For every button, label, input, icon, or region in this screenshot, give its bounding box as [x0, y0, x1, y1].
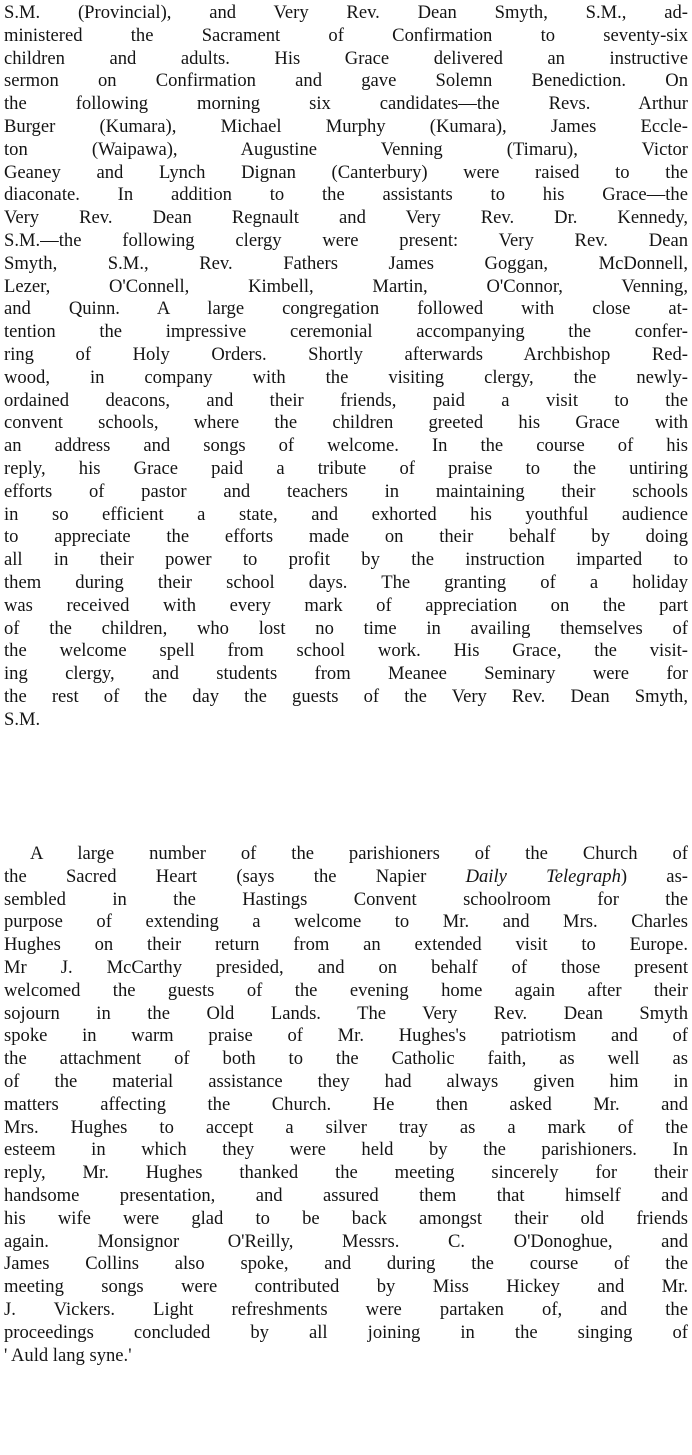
text-line: Burger (Kumara), Michael Murphy (Kumara), James Eccle- — [4, 115, 688, 137]
text-line: children and adults. His Grace delivered an instructive — [4, 47, 688, 69]
text-line: an address and songs of welcome. In the course of his — [4, 435, 688, 457]
text-line: welcomed the guests of the evening home again after their — [4, 979, 688, 1001]
text-line: ring of Holy Orders. Shortly afterwards Archbishop Red- — [4, 343, 688, 365]
text-line: in so efficient a state, and exhorted his youthful audience — [4, 503, 688, 525]
text-line: James Collins also spoke, and during the course of the — [4, 1253, 688, 1275]
text-line: diaconate. In addition to the assistants to his Grace—the — [4, 184, 688, 206]
text-line: Smyth, S.M., Rev. Fathers James Goggan, McDonnell, — [4, 252, 688, 274]
text-line: purpose of extending a welcome to Mr. and Mrs. Charles — [4, 911, 688, 933]
text-line: A large number of the parishioners of the Church of — [30, 843, 688, 864]
text-line: efforts of pastor and teachers in maintaining their schools — [4, 480, 688, 502]
text-line: esteem in which they were held by the parishioners. In — [4, 1139, 688, 1161]
text-line: Mr J. McCarthy presided, and on behalf of those present — [4, 956, 688, 978]
text-line: reply, his Grace paid a tribute of praise to the untiring — [4, 457, 688, 479]
text-line: wood, in company with the visiting clergy, the newly- — [4, 366, 688, 388]
text-line: ing clergy, and students from Meanee Seminary were for — [4, 663, 688, 685]
text-line: ton (Waipawa), Augustine Venning (Timaru), Victor — [4, 138, 688, 160]
text-line: sermon on Confirmation and gave Solemn Benediction. On — [4, 70, 688, 92]
text-line: ministered the Sacrament of Confirmation to seventy-six — [4, 24, 688, 46]
text-line: Lezer, O'Connell, Kimbell, Martin, O'Connor, Venning, — [4, 275, 688, 297]
text-line: sembled in the Hastings Convent schoolroom for the — [4, 888, 688, 910]
text-line: Very Rev. Dean Regnault and Very Rev. Dr. Kennedy, — [4, 207, 688, 229]
text-line: S.M. (Provincial), and Very Rev. Dean Smyth, S.M., ad- — [4, 2, 688, 23]
text-line: tention the impressive ceremonial accompanying the confer- — [4, 321, 688, 343]
text-line: handsome presentation, and assured them that himself and — [4, 1184, 688, 1206]
text-line: to appreciate the efforts made on their behalf by doing — [4, 526, 688, 548]
text-line: reply, Mr. Hughes thanked the meeting sincerely for their — [4, 1162, 688, 1184]
text-line: again. Monsignor O'Reilly, Messrs. C. O'Donoghue, and — [4, 1230, 688, 1252]
text-line: sojourn in the Old Lands. The Very Rev. Dean Smyth — [4, 1002, 688, 1024]
text-line: Hughes on their return from an extended visit to Europe. — [4, 934, 688, 956]
text-line: and Quinn. A large congregation followed with close at- — [4, 298, 688, 320]
text-line: the following morning six candidates—the Revs. Arthur — [4, 93, 688, 115]
text-line: convent schools, where the children greeted his Grace with — [4, 412, 688, 434]
text-line: them during their school days. The granting of a holiday — [4, 571, 688, 593]
paragraph-confirmation — [4, 2, 688, 732]
text-line: his wife were glad to be back amongst their old friends — [4, 1207, 688, 1229]
text-line: J. Vickers. Light refreshments were partaken of, and the — [4, 1298, 688, 1320]
text-line: ' Auld lang syne.' — [4, 1344, 132, 1366]
text-line: S.M. — [4, 708, 41, 730]
text-line: the welcome spell from school work. His Grace, the visit- — [4, 640, 688, 662]
text-line: ordained deacons, and their friends, paid a visit to the — [4, 389, 688, 411]
text-line: the Sacred Heart (says the Napier Daily Telegraph) as- — [4, 865, 688, 887]
text-line: of the children, who lost no time in availing themselves of — [4, 617, 688, 639]
text-line: matters affecting the Church. He then asked Mr. and — [4, 1093, 688, 1115]
paragraph-hastings-welcome — [4, 843, 688, 1367]
text-line: of the material assistance they had always given him in — [4, 1070, 688, 1092]
document-page — [4, 0, 688, 1455]
text-line: S.M.—the following clergy were present: Very Rev. Dean — [4, 229, 688, 251]
text-line: spoke in warm praise of Mr. Hughes's patriotism and of — [4, 1025, 688, 1047]
text-line: proceedings concluded by all joining in the singing of — [4, 1321, 688, 1343]
text-line: the attachment of both to the Catholic faith, as well as — [4, 1048, 688, 1070]
text-line: all in their power to profit by the instruction imparted to — [4, 549, 688, 571]
text-line: meeting songs were contributed by Miss Hickey and Mr. — [4, 1276, 688, 1298]
newspaper-title: Daily Telegraph — [465, 865, 621, 887]
text-line: the rest of the day the guests of the Very Rev. Dean Smyth, — [4, 685, 688, 707]
text-line: Mrs. Hughes to accept a silver tray as a mark of the — [4, 1116, 688, 1138]
text-line: Geaney and Lynch Dignan (Canterbury) were raised to the — [4, 161, 688, 183]
text-line: was received with every mark of appreciation on the part — [4, 594, 688, 616]
